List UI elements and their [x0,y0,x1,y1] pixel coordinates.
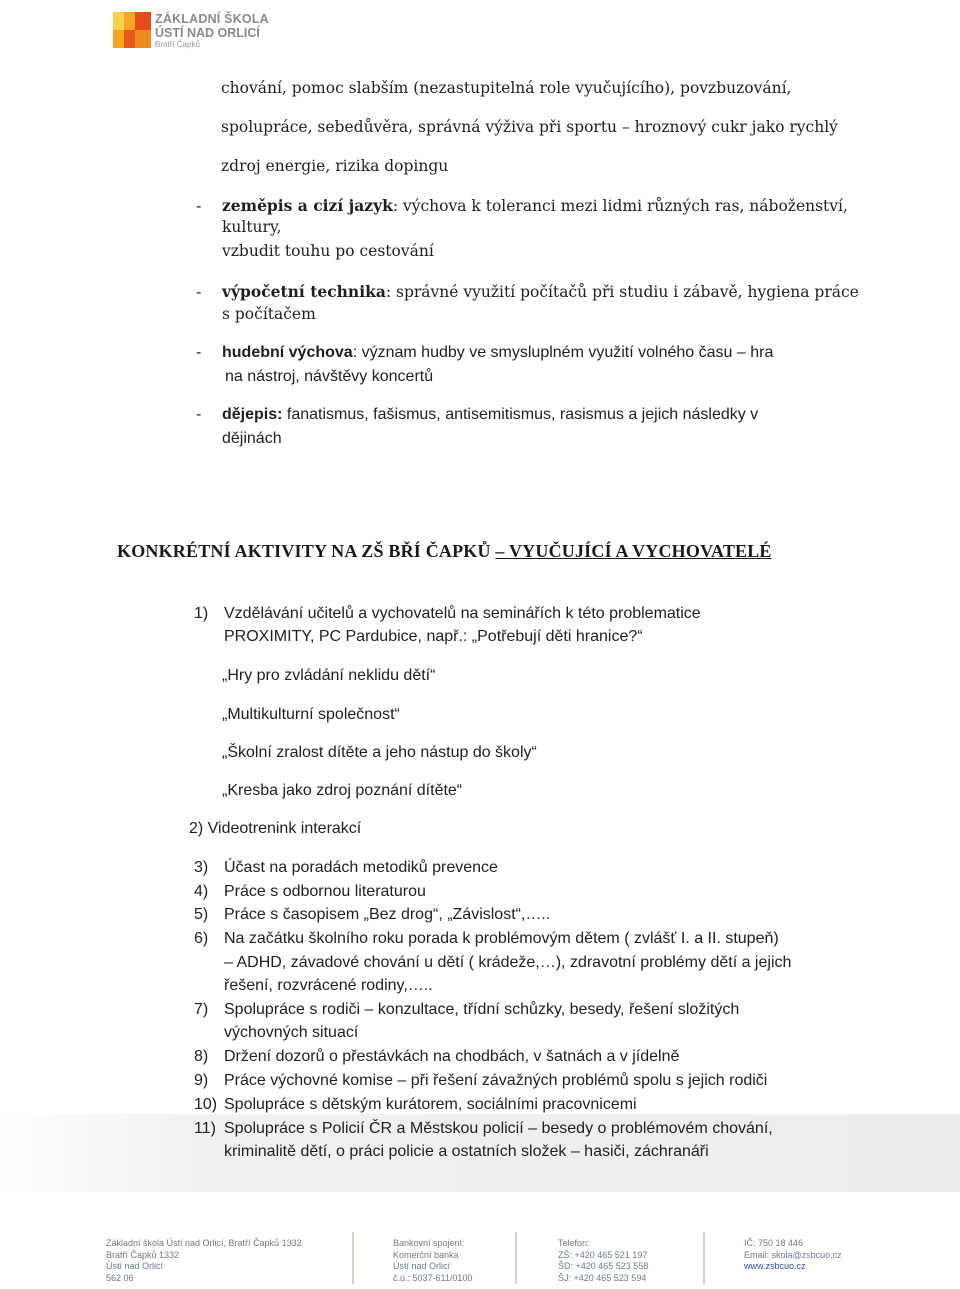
footer-bank-line: Komerční banka [393,1249,459,1260]
school-logo [113,10,269,50]
activity-number: 7) [194,1001,209,1018]
activity-number: 3) [194,859,209,876]
footer-ico: IČ: 750 18 446 [744,1238,804,1248]
footer-address-line: 562 06 [106,1272,134,1283]
footer-contact [744,1238,842,1273]
activity-3: Účast na poradách metodiků prevence [224,859,498,876]
section-heading-part1: KONKRÉTNÍ AKTIVITY NA ZŠ BŘÍ ČAPKŮ [117,541,496,561]
activity-2: 2) Videotrenink interakcí [189,820,362,837]
subject-vt-text: : správné využití počítačů při studiu i zábavě, hygiena práce [385,283,859,301]
footer-address [106,1238,302,1284]
footer-address-line: Základní škola Ústí nad Orlicí, Bratří Čapků 1332 [106,1238,302,1248]
footer-bank-line: č.ú.: 5037-611/0100 [393,1272,473,1283]
subject-vt-text2: s počítačem [222,305,316,323]
subject-dejepis-label: dějepis: [222,406,283,423]
footer-divider [352,1232,354,1284]
activity-11-line2: kriminalitě dětí, o práci policie a ostatních složek – hasiči, záchranáři [224,1143,709,1160]
activity-1-line1: Vzdělávání učitelů a vychovatelů na seminářích k této problematice [224,605,701,622]
subject-zemepis-text2: kultury, [222,218,282,236]
section-heading-part2: – VYUČUJÍCÍ A VYCHOVATELÉ [495,541,772,561]
footer-phone [558,1238,648,1284]
activity-number: 9) [194,1072,209,1089]
footer-address-line: Ústí nad Orlicí [106,1261,164,1271]
logo-school-town: ÚSTÍ NAD ORLICÍ [155,26,260,40]
activity-number: 11) [194,1120,216,1137]
footer-website-link[interactable]: www.zsbcuo.cz [744,1261,806,1271]
activity-8: Držení dozorů o přestávkách na chodbách, v šatnách a v jídelně [224,1048,680,1065]
subject-dejepis [222,406,758,424]
footer-bank-line: Ústí nad Orlicí [393,1261,451,1271]
activity-1-seminar-1: „Hry pro zvládání neklidu dětí“ [222,667,436,684]
subject-hv-text: : význam hudby ve smysluplném využití volného času – hra [352,344,774,361]
footer-bank-line: Bankovní spojení: [393,1238,465,1248]
activity-1-seminar-4: „Kresba jako zdroj poznání dítěte“ [222,782,463,799]
section-heading [117,541,772,562]
body-line-3: zdroj energie, rizika dopingu [221,157,449,175]
activity-1-seminar-3: „Školní zralost dítěte a jeho nástup do školy“ [222,744,537,761]
activity-number: 1) [194,605,209,622]
logo-school-name: ZÁKLADNÍ ŠKOLA [155,12,269,26]
activity-6-line1: Na začátku školního roku porada k problémovým dětem ( zvlášť I. a II. stupeň) [224,930,779,947]
page-footer [0,1232,960,1282]
activity-5: Práce s časopisem „Bez drog“, „Závislost“,….. [224,906,551,923]
footer-phone-line: ZŠ: +420 465 521 197 [558,1249,648,1260]
activity-7-line2: výchovných situací [224,1024,359,1041]
activity-number: 8) [194,1048,209,1065]
body-line-1: chování, pomoc slabším (nezastupitelná role vyučujícího), povzbuzování, [221,79,792,97]
subject-zemepis-text: : výchova k toleranci mezi lidmi různých ras, náboženství, [392,197,848,215]
subject-zemepis [222,196,848,215]
footer-phone-line: Telefon: [558,1238,590,1248]
activity-6-line3: řešení, rozvrácené rodiny,….. [224,977,433,994]
subject-dejepis-text2: dějinách [222,430,282,447]
bullet-dash: - [196,196,202,215]
school-logo-icon [113,12,151,48]
activity-number: 5) [194,906,209,923]
activity-9: Práce výchovné komise – při řešení závažných problémů spolu s jejich rodiči [224,1072,768,1089]
footer-address-line: Bratří Čapků 1332 [106,1249,180,1260]
footer-phone-line: ŠJ: +420 465 523 594 [558,1272,647,1283]
activity-11-line1: Spolupráce s Policií ČR a Městskou policií – besedy o problémovém chování, [224,1120,773,1137]
activity-number: 10) [194,1096,218,1113]
subject-vt [222,282,859,301]
activity-4: Práce s odbornou literaturou [224,883,426,900]
bullet-dash: - [196,344,202,361]
activity-10: Spolupráce s dětským kurátorem, sociálními pracovnicemi [224,1096,637,1113]
activity-1-line2: PROXIMITY, PC Pardubice, např.: „Potřebují děti hranice?“ [224,628,643,645]
footer-bank [393,1238,472,1284]
subject-hv [222,344,773,362]
subject-dejepis-text: fanatismus, fašismus, antisemitismus, rasismus a jejich následky v [282,406,759,423]
footer-divider [515,1232,517,1284]
activity-number: 6) [194,930,209,947]
activity-1-seminar-2: „Multikulturní společnost“ [222,706,400,723]
footer-phone-line: ŠD: +420 465 523 558 [558,1261,649,1271]
subject-hv-text2: na nástroj, návštěvy koncertů [225,368,434,385]
bullet-dash: - [196,282,202,301]
activity-6-line2: – ADHD, závadové chování u dětí ( krádeže,…), zdravotní problémy dětí a jejich [224,954,792,971]
activity-number: 4) [194,883,209,900]
subject-zemepis-label: zeměpis a cizí jazyk [222,196,393,215]
activity-7-line1: Spolupráce s rodiči – konzultace, třídní schůzky, besedy, řešení složitých [224,1001,740,1018]
logo-school-street: Bratří Čapků [155,40,200,49]
subject-hv-label: hudební výchova [222,344,353,361]
body-line-2: spolupráce, sebedůvěra, správná výživa při sportu – hroznový cukr jako rychlý [221,118,838,136]
footer-email: Email: skola@zsbcuo.cz [744,1249,842,1260]
subject-vt-label: výpočetní technika [222,282,386,301]
footer-divider [703,1232,705,1284]
bullet-dash: - [196,406,202,423]
subject-zemepis-text3: vzbudit touhu po cestování [222,242,434,260]
